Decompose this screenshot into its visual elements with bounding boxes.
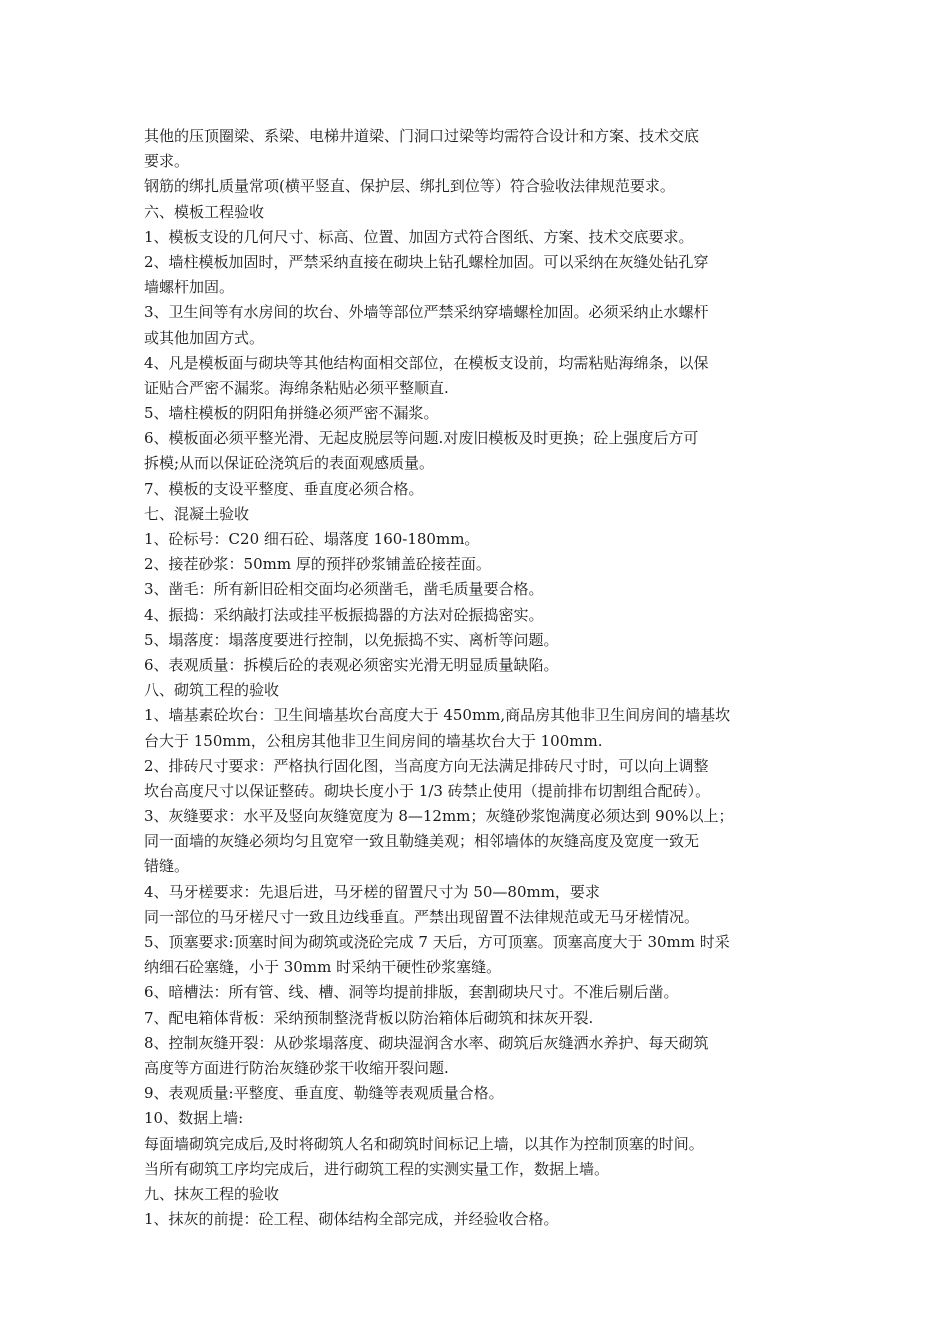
text-line: 6、暗槽法：所有管、线、槽、洞等均提前排版，套割砌块尺寸。不准后剔后凿。 <box>144 983 679 1002</box>
text-line: 6、模板面必须平整光滑、无起皮脱层等问题.对废旧模板及时更换；砼上强度后方可 <box>144 429 699 448</box>
text-line: 坎台高度尺寸以保证整砖。砌块长度小于 1/3 砖禁止使用（提前排布切割组合配砖）。 <box>144 781 711 800</box>
section-heading: 六、模板工程验收 <box>144 202 265 221</box>
text-line: 同一部位的马牙槎尺寸一致且边线垂直。严禁出现留置不法律规范或无马牙槎情况。 <box>144 907 700 926</box>
text-line: 5、墙柱模板的阴阳角拼缝必须严密不漏浆。 <box>144 404 439 423</box>
text-line: 9、表观质量:平整度、垂直度、勒缝等表观质量合格。 <box>144 1084 504 1103</box>
text-line: 每面墙砌筑完成后,及时将砌筑人名和砌筑时间标记上墙，以其作为控制顶塞的时间。 <box>144 1134 704 1153</box>
text-line: 高度等方面进行防治灰缝砂浆干收缩开裂问题. <box>144 1058 449 1077</box>
text-line: 2、接茬砂浆：50mm 厚的预拌砂浆铺盖砼接茬面。 <box>144 555 491 574</box>
text-line: 其他的压顶圈梁、系梁、电梯井道梁、门洞口过梁等均需符合设计和方案、技术交底 <box>144 127 700 145</box>
text-line: 证贴合严密不漏浆。海绵条粘贴必须平整顺直. <box>144 378 449 397</box>
text-line: 7、配电箱体背板：采纳预制整浇背板以防治箱体后砌筑和抹灰开裂. <box>144 1008 594 1027</box>
text-line: 钢筋的绑扎质量常项(横平竖直、保护层、绑扎到位等）符合验收法律规范要求。 <box>144 177 675 196</box>
text-line: 4、振捣：采纳敲打法或挂平板振捣器的方法对砼振捣密实。 <box>144 605 544 624</box>
text-line: 拆模;从而以保证砼浇筑后的表面观感质量。 <box>144 454 435 473</box>
text-line: 墙螺杆加固。 <box>144 278 235 297</box>
text-line: 7、模板的支设平整度、垂直度必须合格。 <box>144 479 424 498</box>
text-line: 错缝。 <box>144 857 190 876</box>
section-heading: 七、混凝土验收 <box>144 504 250 523</box>
text-line: 2、墙柱模板加固时，严禁采纳直接在砌块上钻孔螺栓加固。可以采纳在灰缝处钻孔穿 <box>144 252 709 271</box>
document-body <box>144 124 814 1232</box>
text-line: 纳细石砼塞缝，小于 30mm 时采纳干硬性砂浆塞缝。 <box>144 958 502 977</box>
text-line: 1、抹灰的前提：砼工程、砌体结构全部完成，并经验收合格。 <box>144 1210 559 1229</box>
text-line: 1、砼标号：C20 细石砼、塌落度 160-180mm。 <box>144 530 480 548</box>
section-heading: 九、抹灰工程的验收 <box>144 1184 280 1203</box>
text-line: 4、马牙槎要求：先退后进，马牙槎的留置尺寸为 50—80mm，要求 <box>144 882 600 901</box>
text-line: 2、排砖尺寸要求：严格执行固化图，当高度方向无法满足排砖尺寸时，可以向上调整 <box>144 756 709 775</box>
text-line: 4、凡是模板面与砌块等其他结构面相交部位，在模板支设前，均需粘贴海绵条，以保 <box>144 353 709 372</box>
text-line: 6、表观质量：拆模后砼的表观必须密实光滑无明显质量缺陷。 <box>144 655 559 674</box>
text-line: 8、控制灰缝开裂：从砂浆塌落度、砌块湿润含水率、砌筑后灰缝洒水养护、每天砌筑 <box>144 1033 709 1052</box>
text-line: 5、顶塞要求:顶塞时间为砌筑或浇砼完成 7 天后，方可顶塞。顶塞高度大于 30mm 时采 <box>144 933 730 951</box>
text-line: 3、灰缝要求：水平及竖向灰缝宽度为 8—12mm；灰缝砂浆饱满度必须达到 90%以上； <box>144 807 734 826</box>
text-line: 台大于 150mm，公租房其他非卫生间房间的墙基坎台大于 100mm. <box>144 731 603 750</box>
section-heading: 八、砌筑工程的验收 <box>144 681 280 700</box>
text-line: 10、数据上墙: <box>144 1109 244 1128</box>
text-line: 同一面墙的灰缝必须均匀且宽窄一致且勒缝美观；相邻墙体的灰缝高度及宽度一致无 <box>144 832 700 851</box>
text-line: 要求。 <box>144 152 190 171</box>
text-line: 或其他加固方式。 <box>144 328 265 347</box>
text-line: 当所有砌筑工序均完成后，进行砌筑工程的实测实量工作，数据上墙。 <box>144 1159 610 1178</box>
text-line: 5、塌落度：塌落度要进行控制，以免振捣不实、离析等问题。 <box>144 630 559 649</box>
text-line: 3、凿毛：所有新旧砼相交面均必须凿毛，凿毛质量要合格。 <box>144 580 544 599</box>
text-line: 1、墙基素砼坎台：卫生间墙基坎台高度大于 450mm,商品房其他非卫生间房间的墙基坎 <box>144 706 731 725</box>
text-line: 1、模板支设的几何尺寸、标高、位置、加固方式符合图纸、方案、技术交底要求。 <box>144 227 694 246</box>
text-line: 3、卫生间等有水房间的坎台、外墙等部位严禁采纳穿墙螺栓加固。必须采纳止水螺杆 <box>144 303 709 322</box>
